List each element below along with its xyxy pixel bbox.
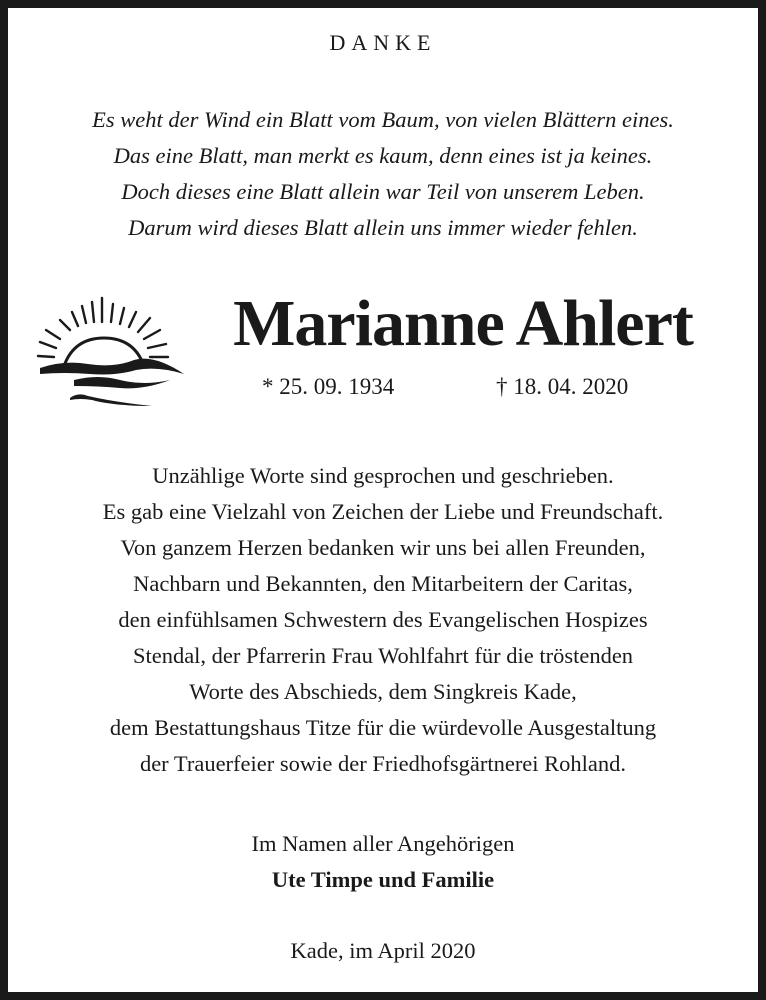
message-line: Stendal, der Pfarrerin Frau Wohlfahrt für die tröstenden bbox=[132, 643, 634, 668]
sunset-over-hills-icon bbox=[34, 294, 186, 410]
poem-line: Darum wird dieses Blatt allein uns immer wieder fehlen. bbox=[128, 215, 638, 240]
obituary-card bbox=[8, 8, 758, 992]
poem-line: Doch dieses eine Blatt allein war Teil von unserem Leben. bbox=[121, 179, 645, 204]
message-line: dem Bestattungshaus Titze für die würdevolle Ausgestaltung bbox=[109, 715, 657, 740]
notice-title: DANKE bbox=[329, 30, 437, 55]
signature-intro: Im Namen aller Angehörigen bbox=[251, 831, 515, 856]
poem-line: Es weht der Wind ein Blatt vom Baum, von vielen Blättern eines. bbox=[92, 107, 674, 132]
signature-block bbox=[8, 826, 758, 898]
message-line: Nachbarn und Bekannten, den Mitarbeitern der Caritas, bbox=[133, 571, 633, 596]
message-line: Unzählige Worte sind gesprochen und geschrieben. bbox=[152, 463, 614, 488]
deceased-name: Marianne Ahlert bbox=[233, 287, 693, 360]
birth-date: * 25. 09. 1934 bbox=[262, 374, 395, 399]
message-line: Von ganzem Herzen bedanken wir uns bei allen Freunden, bbox=[120, 535, 646, 560]
poem bbox=[8, 102, 758, 246]
thank-you-message bbox=[8, 458, 758, 782]
message-line: Worte des Abschieds, dem Singkreis Kade, bbox=[189, 679, 577, 704]
place-and-date: Kade, im April 2020 bbox=[290, 938, 476, 963]
message-line: der Trauerfeier sowie der Friedhofsgärtnerei Rohland. bbox=[139, 751, 627, 776]
poem-line: Das eine Blatt, man merkt es kaum, denn eines ist ja keines. bbox=[113, 143, 653, 168]
death-date: † 18. 04. 2020 bbox=[496, 374, 629, 399]
message-line: den einfühlsamen Schwestern des Evangelischen Hospizes bbox=[118, 607, 648, 632]
message-line: Es gab eine Vielzahl von Zeichen der Liebe und Freundschaft. bbox=[102, 499, 664, 524]
family-name: Ute Timpe und Familie bbox=[271, 867, 495, 892]
